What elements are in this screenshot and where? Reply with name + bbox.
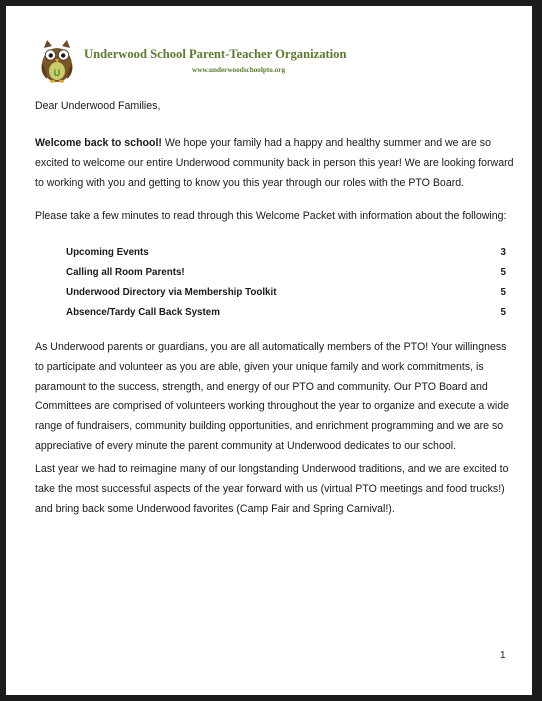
org-name: Underwood School Parent-Teacher Organization bbox=[84, 47, 347, 61]
toc-row bbox=[66, 303, 506, 323]
toc-row bbox=[66, 243, 506, 263]
owl-icon bbox=[38, 39, 76, 83]
membership-paragraph: As Underwood parents or guardians, you are all automatically members of the PTO! Your willingness to participate and volunteer as you are able, given your unique family and work commitments, is paramount to the success, strength, and energy of our PTO and community. Our PTO Board and Committees are comprised of volunteers working throughout the year to organize and execute a wide range of fundraisers, community building opportunities, and enrichment programming and we are so appreciative of every minute the parent community at Underwood dedicates to our school. bbox=[35, 341, 510, 452]
traditions-paragraph: Last year we had to reimagine many of our longstanding Underwood traditions, and we are excited to take the most successful aspects of the year forward with us (virtual PTO meetings and food trucks!) and bring back some Underwood favorites (Camp Fair and Spring Carnival!). bbox=[35, 463, 509, 515]
toc-page: 5 bbox=[500, 287, 506, 298]
toc-row bbox=[66, 283, 506, 303]
toc-title: Calling all Room Parents! bbox=[66, 267, 185, 278]
logo-letter: U bbox=[53, 68, 61, 78]
page-number: 1 bbox=[500, 650, 506, 661]
toc-page: 5 bbox=[500, 267, 506, 278]
greeting: Dear Underwood Families, bbox=[35, 100, 161, 112]
org-url: www.underwoodschoolpto.org bbox=[192, 66, 286, 74]
toc-page: 3 bbox=[500, 247, 506, 258]
table-of-contents bbox=[66, 243, 506, 323]
welcome-body-text: We hope your family had a happy and healthy summer and we are so excited to welcome our entire Underwood community back in person this year! We are looking forward to working with you and getting to know you this year through our roles with the PTO Board. bbox=[35, 137, 514, 189]
packet-intro-paragraph: Please take a few minutes to read through this Welcome Packet with information about the following: bbox=[35, 210, 507, 222]
toc-row bbox=[66, 263, 506, 283]
document-page bbox=[6, 6, 532, 695]
toc-title: Underwood Directory via Membership Toolkit bbox=[66, 287, 277, 298]
toc-title: Absence/Tardy Call Back System bbox=[66, 307, 220, 318]
welcome-bold-text: Welcome back to school! bbox=[35, 137, 162, 149]
toc-page: 5 bbox=[500, 307, 506, 318]
welcome-paragraph bbox=[35, 134, 515, 193]
toc-title: Upcoming Events bbox=[66, 247, 149, 258]
